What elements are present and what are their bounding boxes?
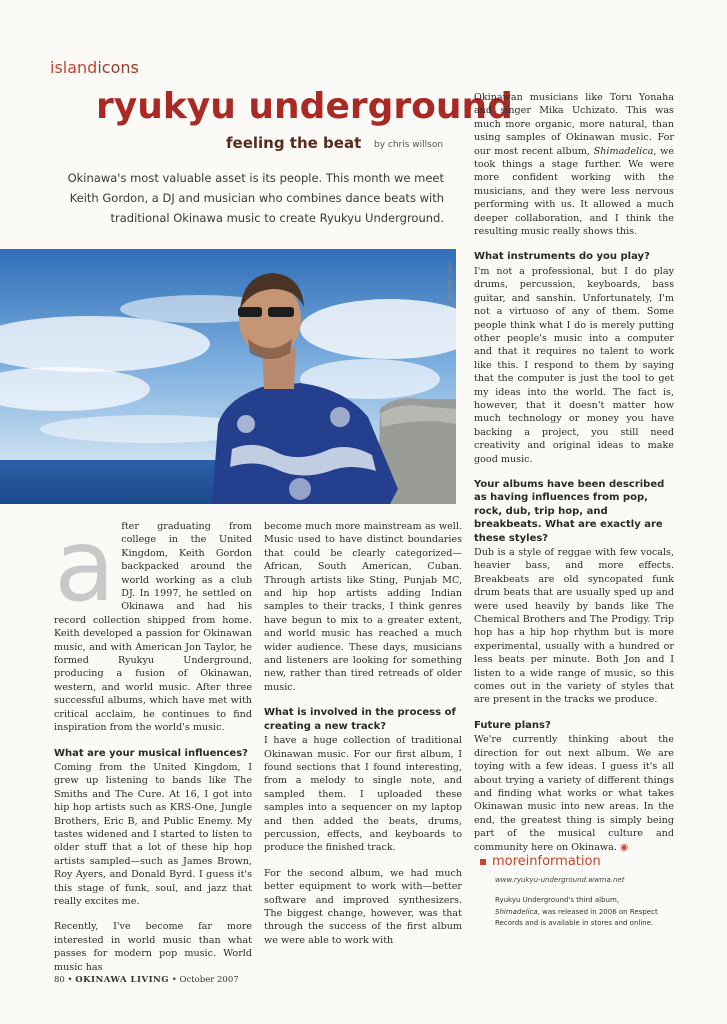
album-note-title: Shimadelica bbox=[495, 907, 538, 916]
question-instruments: What instruments do you play? bbox=[474, 251, 650, 263]
section-tag-icons: icons bbox=[97, 58, 139, 77]
album-note-text-a: Ryukyu Underground's third album, bbox=[495, 896, 620, 904]
portrait-illustration bbox=[0, 249, 456, 504]
paragraph-genres: become much more mainstream as well. Music used to have distinct boundaries that could be clearly categorized—African, South American, Cuban. Through artists like Sting, Punjab MC, and hip hop artists adding Indian samples to their tracks, I think genres have begun to mix to a greater extent, and world music has reached a much wider audience. These days, musicians and listeners are looking for something new, rather than tired retreads of older music. bbox=[264, 521, 462, 693]
magazine-name: OKINAWA LIVING bbox=[75, 975, 170, 985]
article-column-3 bbox=[474, 91, 674, 866]
answer-influences: Coming from the United Kingdom, I grew up listening to bands like The Smiths and The Cure. At 16, I got into hip hop artists such as KRS-One, Jungle Brothers, Eric B, and Public Enemy. My tastes widened and I started to listen to older stuff that a lot of these hip hop artists sampled—such as James Brown, Roy Ayers, and Donald Byrd. I guess it's this stage of funk, soul, and jazz that really excites me. bbox=[54, 761, 252, 907]
collaboration-text-b: , we took things a stage further. We were more confident working with the musicians, and they were less nervous performing with us. It allowed a much deeper collaboration, and I think the resulting music really shows this. bbox=[474, 145, 674, 238]
album-note-text-b: , was released in 2006 on Respect Records and is available in stores and online. bbox=[495, 907, 658, 927]
question-future: Future plans? bbox=[474, 719, 551, 731]
album-title: Shimadelica bbox=[593, 145, 654, 157]
section-tag-island: island bbox=[50, 58, 98, 77]
portrait-photo bbox=[0, 249, 456, 504]
end-mark-icon: ◉ bbox=[619, 841, 629, 853]
website-link[interactable]: www.ryukyu-underground.wwma.net bbox=[495, 876, 625, 884]
page-number: 80 bbox=[54, 975, 65, 985]
paragraph-second-album: For the second album, we had much better equipment to work with—better software and improved synthesizers. The biggest change, however, was that through the success of the first album we were able to work with bbox=[264, 867, 462, 946]
opening-paragraph bbox=[54, 507, 252, 735]
photo-credit: CHRIS WILLSON bbox=[446, 262, 452, 302]
intro-paragraph: Okinawa's most valuable asset is its people. This month we meet Keith Gordon, a DJ and musician who combines dance beats with traditional Okinawa music to create Ryukyu Underground. bbox=[67, 171, 444, 225]
drop-cap: a bbox=[54, 507, 116, 624]
page-footer: 80 • OKINAWA LIVING • October 2007 bbox=[54, 975, 239, 985]
section-tag bbox=[50, 58, 139, 77]
question-process: What is involved in the process of creating a new track? bbox=[264, 707, 456, 732]
more-information bbox=[480, 851, 601, 870]
question-styles: Your albums have been described as having influences from pop, rock, dub, trip hop, and breakbeats. What are exactly are these styles? bbox=[474, 478, 665, 544]
article-column-2 bbox=[264, 520, 462, 959]
answer-process: I have a huge collection of traditional Okinawan music. For our first album, I found sections that I found interesting, from a melody to single note, and sampled them. I uploaded these samples into a sequencer on my laptop and then added the beats, drums, percussion, effects, and keyboards to produce the finished track. bbox=[264, 735, 462, 854]
article-column-1 bbox=[54, 507, 252, 986]
album-note bbox=[495, 895, 665, 930]
answer-instruments: I'm not a professional, but I do play drums, percussion, keyboards, bass guitar, and sanshin. Unfortunately, I'm not a virtuoso of any of them. Some people think what I do is merely putting other people's music into a computer and that it requires no talent to work like this. I respond to them by saying that the computer is just the tool to get my ideas into the world. The fact is, however, that it doesn't matter how much technology or money you have backing a project, you still need creativity and original ideas to make good music. bbox=[474, 265, 674, 465]
paragraph-collaboration bbox=[474, 91, 674, 238]
more-information-heading: moreinformation bbox=[492, 854, 601, 869]
paragraph-world-music: Recently, I've become far more interested in world music than what passes for modern pop music. World music has bbox=[54, 921, 252, 973]
future-text: We're currently thinking about the direction for out next album. We are toying with a few ideas. I guess it's all about trying a variety of different things and finding what works or what takes Okinawan music into new areas. In the end, the greatest thing is simply being part of the musical culture and community here on Okinawa. bbox=[474, 734, 674, 853]
answer-future bbox=[474, 733, 674, 854]
issue-date: October 2007 bbox=[179, 975, 239, 985]
collaboration-text-a: Okinawan musicians like Toru Yonaha and singer Mika Uchizato. This was much more organic, more natural, than using samples of Okinawan music. For our most recent album, bbox=[474, 92, 674, 157]
article-title: ryukyu underground bbox=[96, 86, 513, 127]
square-bullet-icon bbox=[480, 859, 486, 865]
article-subtitle: feeling the beat bbox=[226, 134, 362, 152]
opening-text: fter graduating from college in the United Kingdom, Keith Gordon backpacked around the world working as a club DJ. In 1997, he settled on Okinawa and had his record collection shipped from home. Keith developed a passion for Okinawan music, and with American Jon Taylor, he formed Ryukyu Underground, producing a fusion of Okinawan, western, and world music. After three successful albums, which have met with critical acclaim, he continues to find inspiration from the world's music. bbox=[54, 521, 252, 734]
answer-styles: Dub is a style of reggae with few vocals, heavier bass, and more effects. Breakbeats are old syncopated funk drum beats that are usually sped up and were used heavily by bands like The Chemical Brothers and The Prodigy. Trip hop has a hip hop rhythm but is more experimental, usually with a hundred or less beats per minute. Both Jon and I listen to a wide range of music, so this comes out in the variety of styles that are present in the tracks we produce. bbox=[474, 547, 674, 706]
byline: by chris willson bbox=[374, 140, 444, 150]
question-influences: What are your musical influences? bbox=[54, 747, 248, 759]
